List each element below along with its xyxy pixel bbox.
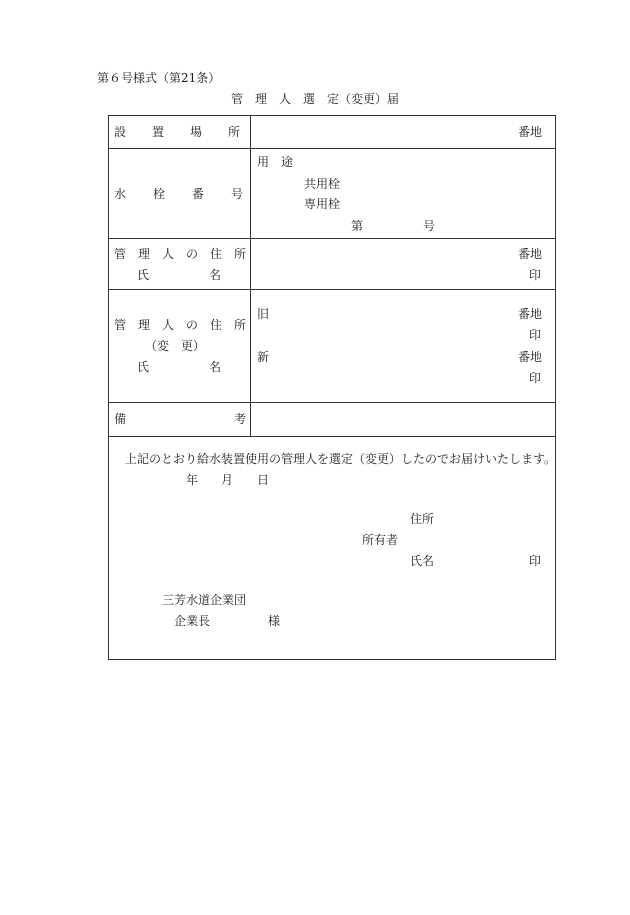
date-month: 月 xyxy=(221,473,234,487)
old-seal: 印 xyxy=(529,328,542,342)
usage-label: 用 途 xyxy=(257,155,294,169)
row-divider xyxy=(108,436,556,437)
manager-change-label: （変 更） xyxy=(145,339,206,353)
manager-change-address-label: 管理人の住所 xyxy=(114,318,259,332)
date-year: 年 xyxy=(186,473,199,487)
old-address-suffix: 番地 xyxy=(518,307,543,321)
form-number: 第６号様式（第21条） xyxy=(97,71,221,85)
owner-address-label: 住所 xyxy=(410,512,435,526)
row-divider xyxy=(108,289,556,290)
install-place-label-text: 設置場所 xyxy=(114,125,267,139)
form-title: 管 理 人 選 定（変更）届 xyxy=(230,92,399,106)
shared-tap-option: 共用栓 xyxy=(304,177,341,191)
addressee-title: 企業長 xyxy=(174,614,211,628)
old-label: 旧 xyxy=(257,307,270,321)
owner-name-label: 氏名 xyxy=(410,554,435,568)
owner-label: 所有者 xyxy=(362,533,399,547)
remarks-label: 備考 xyxy=(114,412,355,426)
row-divider xyxy=(108,402,556,403)
private-tap-option: 専用栓 xyxy=(304,197,341,211)
owner-seal: 印 xyxy=(529,554,542,568)
new-label: 新 xyxy=(257,350,270,364)
manager-name-label: 氏名 xyxy=(137,268,282,282)
manager-change-name-label: 氏名 xyxy=(137,360,282,374)
install-place-suffix: 番地 xyxy=(518,125,543,139)
install-place-label xyxy=(114,125,267,139)
water-tap-label: 水栓番号 xyxy=(114,187,271,201)
tap-number-suffix: 号 xyxy=(423,219,436,233)
row-divider xyxy=(108,148,556,149)
date-day: 日 xyxy=(257,473,270,487)
manager-address-label: 管理人の住所 xyxy=(114,247,259,261)
declaration-statement: 上記のとおり給水装置使用の管理人を選定（変更）したのでお届けいたします。 xyxy=(125,452,557,466)
addressee-organization: 三芳水道企業団 xyxy=(162,593,247,607)
addressee-honorific: 様 xyxy=(268,614,281,628)
manager-seal: 印 xyxy=(529,268,542,282)
new-seal: 印 xyxy=(529,371,542,385)
row-divider xyxy=(108,238,556,239)
new-address-suffix: 番地 xyxy=(518,350,543,364)
tap-number-prefix: 第 xyxy=(351,219,364,233)
manager-address-suffix: 番地 xyxy=(518,247,543,261)
